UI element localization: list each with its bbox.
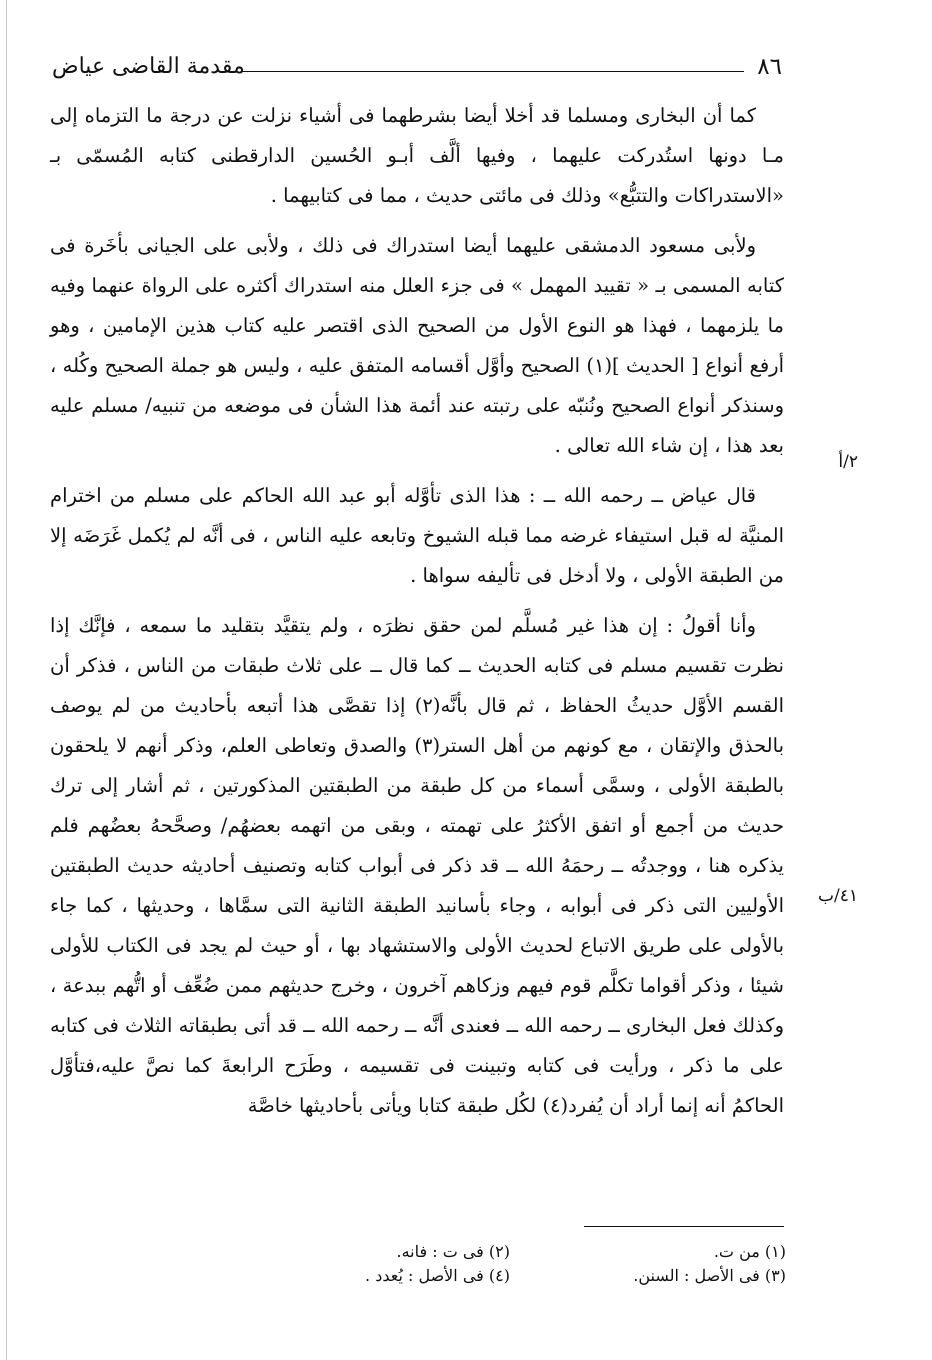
running-title: مقدمة القاضى عياض [52, 54, 245, 79]
scan-edge-line [6, 0, 7, 1360]
footnote-1: (١) من ت. [713, 1242, 786, 1261]
paragraph-3: قال عياض ــ رحمه الله ــ : هذا الذى تأوَّله أبو عبد الله الحاكم على مسلم من اخترام المنيَّة له قبل استيفاء غرضه مما قبله الشيوخ وتابعه عليه الناس ، فى أنَّه لم يُكمل غَرَضَه إلا من الطبقة الأولى ، ولا أدخل فى تأليفه سواها . [50, 484, 784, 587]
paragraph-2: ولأبى مسعود الدمشقى عليهما أيضا استدراك فى ذلك ، ولأبى على الجيانى بأخَرة فى كتابه المسمى بـ « تقييد المهمل » فى جزء العلل منه استدراك أكثره على الرواة عنهما وفيه ما يلزمهما ، فهذا هو النوع الأول من الصحيح الذى اقتصر عليه كتاب هذين الإمامين ، وهو أرفع أنواع [ الحديث ](١) الصحيح وأوَّل أقسامه المتفق عليه ، وليس هو جملة الصحيح وكُله ، وسنذكر أنواع الصحيح ونُنبّه على رتبته عند أئمة هذا الشأن فى موضعه من تنبيه/ مسلم عليه بعد هذا ، إن شاء الله تعالى . [50, 234, 784, 457]
footnote-4: (٤) فى الأصل : يُعدد . [365, 1266, 510, 1285]
paragraph-1: كما أن البخارى ومسلما قد أخلا أيضا بشرطهما فى أشياء نزلت عن درجة ما التزماه إلى مـا دونها استُدركت عليهما ، وفيها ألَّف أبـو الحُسين الدارقطنى كتابه المُسمّى بـ «الاستدراكات والتتبُّع» وذلك فى مائتى حديث ، مما فى كتابيهما . [50, 104, 784, 207]
footnote-rule [584, 1226, 784, 1227]
paragraph-4: وأنا أقولُ : إن هذا غير مُسلَّم لمن حقق نظرَه ، ولم يتقيَّد بتقليد ما سمعه ، فإنَّك إذا نظرت تقسيم مسلم فى كتابه الحديث ــ كما قال ــ على ثلاث طبقات من الناس ، فذكر أن القسم الأوَّل حديثُ الحفاظ ، ثم قال بأنَّه(٢) إذا تقصَّى هذا أتبعه بأحاديث من لم يوصف بالحذق والإتقان ، مع كونهم من أهل الستر(٣) والصدق وتعاطى العلم، وذكر أنهم لا يلحقون بالطبقة الأولى ، وسمَّى أسماء من كل طبقة من الطبقتين المذكورتين ، ثم أشار إلى ترك حديث من أجمع أو اتفق الأكثرُ على تهمته ، وبقى من اتهمه بعضهُم/ وصحَّحهُ بعضُهم فلم يذكره هنا ، ووجدتُه ــ رحمَهُ الله ــ قد ذكر فى أبواب كتابه وتصنيف أحاديثه حديث الطبقتين الأوليين التى ذكر فى أبوابه ، وجاء بأسانيد الطبقة الثانية التى سمَّاها ، وحديثها ، كما جاء بالأولى على طريق الاتباع لحديث الأولى والاستشهاد بها ، أو حيث لم يجد فى الكتاب للأولى شيئا ، وذكر أقواما تكلَّم قوم فيهم وزكاهم آخرون ، وخرج حديثهم ممن ضُعِّف أو اتُّهم ببدعة ، وكذلك فعل البخارى ــ رحمه الله ــ فعندى أنَّه ــ رحمه الله ــ قد أتى بطبقاته الثلاث فى كتابه على ما ذكر ، ورأيت فى كتابه وتبينت فى تقسيمه ، وطَرَح الرابعةَ كما نصَّ عليه،فتأوَّل الحاكمُ أنه إنما أراد أن يُفرد(٤) لكُل طبقة كتابا ويأتى بأحاديثها خاصَّة [50, 614, 785, 1117]
page-number: ٨٦ [757, 54, 782, 80]
footnote-row [240, 1240, 786, 1264]
margin-note-folio: ٢/أ [838, 452, 858, 472]
footnote-3: (٣) فى الأصل : السنن. [633, 1266, 786, 1285]
main-text [50, 96, 784, 1136]
footnote-row [240, 1264, 786, 1288]
page-header [52, 52, 782, 88]
margin-note-folio: ٤١/ب [818, 886, 858, 906]
header-rule [242, 71, 744, 72]
footnote-2: (٢) فى ت : فانه. [396, 1242, 510, 1261]
footnotes [240, 1240, 786, 1288]
